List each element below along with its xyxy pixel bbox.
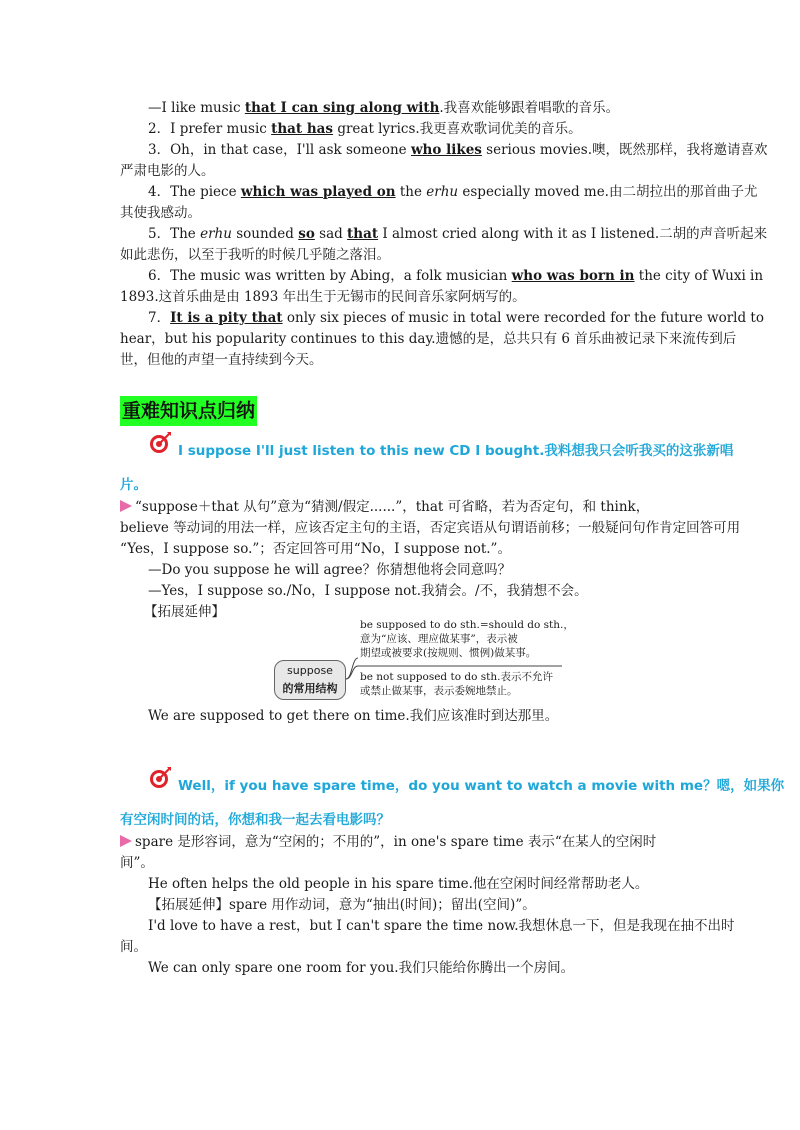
kp2-example-2-cont: 间。	[120, 939, 147, 955]
diagram-root-box: suppose 的常用结构	[274, 660, 346, 700]
sentence-7-cont-2: 世，但他的声望一直持续到今天。	[120, 352, 323, 368]
diagram-branch1-line3: 期望或被要求(按规则、惯例)做某事。	[360, 647, 537, 659]
kp1-example-3: We are supposed to get there on time.我们应该准时到达那里。	[148, 708, 559, 724]
pink-arrow-icon	[120, 834, 134, 848]
kp1-title-line1: I suppose I'll just listen to this new CD I bought.我料想我只会听我买的这张新唱	[178, 443, 734, 459]
kp1-title-line2: 片。	[120, 477, 147, 493]
sentence-7-cont-1: hear，but his popularity continues to this day.遗憾的是，总共只有 6 首乐曲被记录下来流传到后	[120, 331, 737, 347]
kp2-explain-2: 间”。	[120, 855, 154, 871]
kp1-example-2: —Yes，I suppose so./No，I suppose not.我猜会。/不，我猜想不会。	[148, 583, 588, 599]
kp2-title-line2: 有空闲时间的话，你想和我一起去看电影吗？	[120, 812, 390, 828]
sentence-3: 3．Oh，in that case，I'll ask someone who likes serious movies.噢，既然那样，我将邀请喜欢	[148, 142, 768, 158]
kp2-example-3: We can only spare one room for you.我们只能给你腾出一个房间。	[148, 960, 575, 976]
sentence-5: 5．The erhu sounded so sad that I almost cried along with it as I listened.二胡的声音听起来	[148, 226, 768, 242]
sentence-6-cont: 1893.这首乐曲是由 1893 年出生于无锡市的民间音乐家阿炳写的。	[120, 289, 526, 305]
diagram-branch1-line1: be supposed to do sth.=should do sth.，	[360, 619, 574, 631]
diagram-branch2-line1: be not supposed to do sth.表示不允许	[360, 671, 553, 683]
kp1-explain-2: believe 等动词的用法一样，应该否定主句的主语，否定宾语从句谓语前移；一般疑问句作肯定回答可用	[120, 520, 741, 536]
diagram-branch2-line2: 或禁止做某事，表示委婉地禁止。	[360, 685, 518, 697]
sentence-1: —I like music that I can sing along with.我喜欢能够跟着唱歌的音乐。	[148, 100, 620, 116]
kp2-example-1: He often helps the old people in his spare time.他在空闲时间经常帮助老人。	[148, 876, 649, 892]
target-icon	[150, 767, 172, 789]
sentence-4: 4．The piece which was played on the erhu especially moved me.由二胡拉出的那首曲子尤	[148, 184, 758, 200]
sentence-7: 7．It is a pity that only six pieces of music in total were recorded for the future world to	[148, 310, 764, 326]
target-icon	[150, 432, 172, 454]
pink-arrow-icon	[120, 499, 134, 513]
sentence-6: 6．The music was written by Abing，a folk musician who was born in the city of Wuxi in	[148, 268, 764, 284]
kp1-explain-1: “suppose＋that 从句”意为“猜测/假定......”，that 可省略，若为否定句，和 think，	[120, 497, 680, 517]
kp2-example-2: I'd love to have a rest，but I can't spare the time now.我想休息一下，但是我现在抽不出时	[148, 918, 735, 934]
sentence-3-cont: 严肃电影的人。	[120, 163, 215, 179]
sentence-2: 2．I prefer music that has great lyrics.我更喜欢歌词优美的音乐。	[148, 121, 582, 137]
kp1-example-1: —Do you suppose he will agree？你猜想他将会同意吗？	[148, 562, 512, 578]
kp1-explain-3: “Yes，I suppose so.”；否定回答可用“No，I suppose not.”。	[120, 541, 511, 557]
sentence-5-cont: 如此悲伤，以至于我听的时候几乎随之落泪。	[120, 247, 390, 263]
kp2-extension: 【拓展延伸】spare 用作动词，意为“抽出(时间)；留出(空间)”。	[148, 897, 536, 913]
kp1-extension-label: 【拓展延伸】	[144, 604, 225, 620]
sentence-4-cont: 其使我感动。	[120, 205, 201, 221]
section-heading: 重难知识点归纳	[120, 396, 257, 426]
kp2-explain-1: spare 是形容词，意为“空闲的；不用的”，in one's spare time 表示“在某人的空闲时	[120, 832, 680, 852]
kp2-title-line1: Well，if you have spare time，do you want to watch a movie with me？嗯，如果你	[178, 778, 785, 794]
diagram-branch1-line2: 意为“应该、理应做某事”，表示被	[360, 633, 518, 645]
suppose-structure-diagram	[272, 618, 572, 700]
